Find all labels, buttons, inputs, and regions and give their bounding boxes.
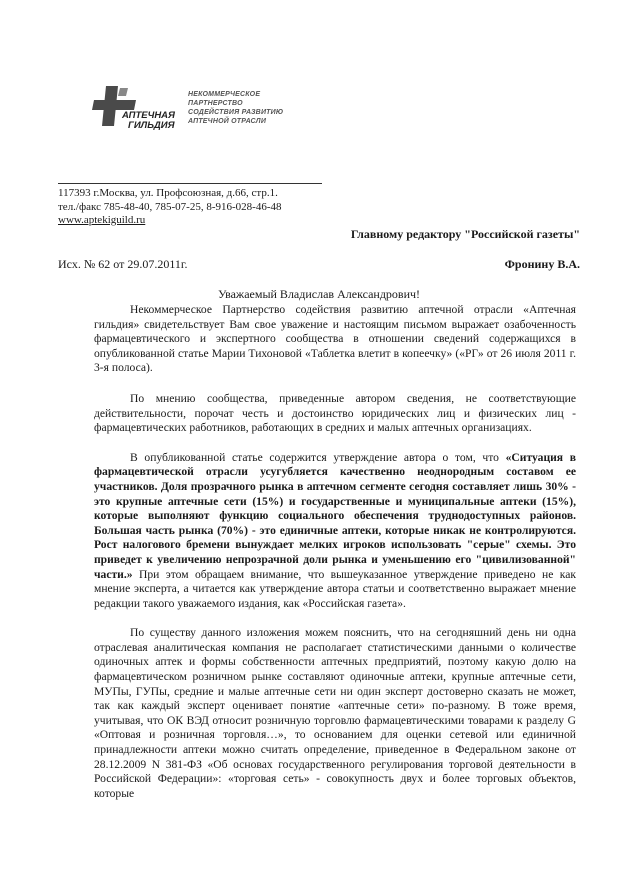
phone-line: тел./факс 785-48-40, 785-07-25, 8-916-028-46-48 xyxy=(58,200,282,213)
recipient-name: Фронину В.А. xyxy=(504,257,580,271)
paragraph-4: По существу данного изложения можем пояснить, что на сегодняшний день ни одна отраслевая аналитическая компания не располагает статистическими данными о количестве одиночных аптек и формы собственности аптечных предприятий, поэтому какую долю на фармацевтическом розничном рынке составляют одиночные аптеки, крупные аптечные сети, МУПы, ГУПы, средние и малые аптечные сети ни один эксперт достоверно сказать не может, так как каждый эксперт оценивает понятие «аптечные сети» по-разному. В тоже время, учитывая, что ОК ВЭД относит розничную торговлю фармацевтическими товарами к разделу G «Оптовая и розничная торговля…», то основанием для оценки сетевой или единичной принадлежности аптеки можно считать определение, приведенное в Федеральном законе от 28.12.2009 N 381-ФЗ «Об основах государственного регулирования торговой деятельности в Российской Федерации»: «торговая сеть» - совокупность двух и более торговых объектов, которые xyxy=(94,626,576,800)
salutation: Уважаемый Владислав Александрович! xyxy=(217,287,421,301)
org-line: АПТЕЧНОЙ ОТРАСЛИ xyxy=(188,118,267,125)
paragraph-2: По мнению сообщества, приведенные автором сведения, не соответствующие действительности, порочат честь и достоинство юридических лиц и физических лиц - фармацевтических работников, работающих в средних и малых аптечных организациях. xyxy=(94,391,576,435)
organization-logo xyxy=(92,86,282,136)
website-link[interactable]: www.aptekiguild.ru xyxy=(58,214,146,226)
letter-body xyxy=(94,303,576,816)
brand-name-line1: АПТЕЧНАЯ xyxy=(122,110,175,121)
sender-address xyxy=(58,187,282,228)
org-line: НЕКОММЕРЧЕСКОЕ xyxy=(188,91,261,98)
paragraph-3 xyxy=(94,451,576,612)
paragraph-3-tail: При этом обращаем внимание, что вышеуказанное утверждение приведено не как мнение эксперта, а читается как утверждение автора статьи и соответственно выражает мнение редакции такого уважаемого издания, как «Российская газета». xyxy=(94,567,576,610)
brand-name-line2: ГИЛЬДИЯ xyxy=(128,120,175,131)
address-line: 117393 г.Москва, ул. Профсоюзная, д.66, стр.1. xyxy=(58,187,278,199)
address-divider xyxy=(58,183,322,184)
recipient-title: Главному редактору "Российской газеты" xyxy=(350,227,580,241)
organization-full-name xyxy=(188,90,288,126)
quoted-statement: «Ситуация в фармацевтической отрасли усугубляется качественно неоднородным составом ее участников. Доля прозрачного рынка в аптечном сегменте сегодня составляет лишь 30% - это крупные аптечные сети (15%) и государственные и муниципальные аптеки (15%), которые выполняют функцию социального обеспечения труднодоступных районов. Большая часть рынка (70%) - это единичные аптеки, которые никак не контролируются. Рост налогового бремени вынуждает мелких игроков использовать "серые" схемы. Это приведет к увеличению непрозрачной доли рынка и уменьшению его "цивилизованной" части.» xyxy=(94,450,576,581)
org-line: ПАРТНЕРСТВО xyxy=(188,100,243,107)
paragraph-1: Некоммерческое Партнерство содействия развитию аптечной отрасли «Аптечная гильдия» свидетельствует Вам свое уважение и настоящим письмом выражает озабоченность фармацевтического и экспертного сообщества в отношении сведений содержащихся в опубликованной статье Марии Тихоновой «Таблетка влетит в копеечку» («РГ» от 26 июля 2011 г. 3-я полоса). xyxy=(94,303,576,375)
paragraph-3-intro: В опубликованной статье содержится утверждение автора о том, что xyxy=(130,450,499,464)
org-line: СОДЕЙСТВИЯ РАЗВИТИЮ xyxy=(188,109,284,116)
outgoing-reference: Исх. № 62 от 29.07.2011г. xyxy=(58,257,188,271)
